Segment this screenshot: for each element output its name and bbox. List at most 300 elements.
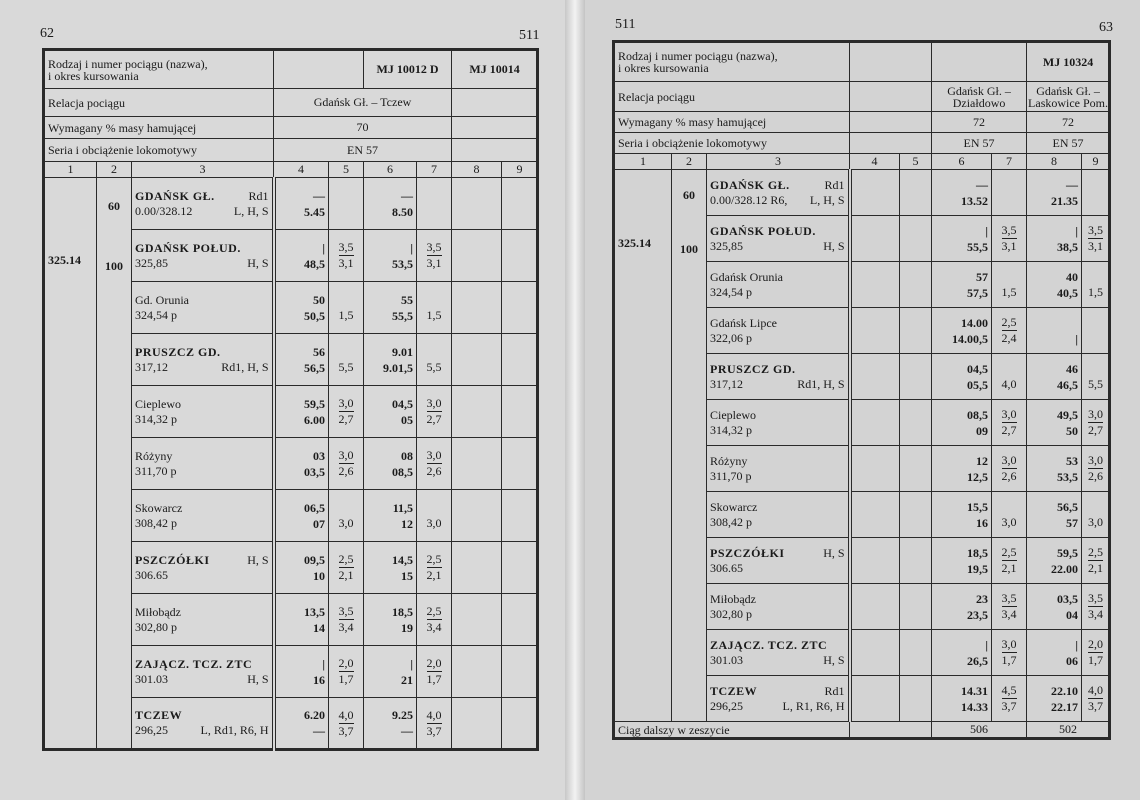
speed-limit: 60 [108,199,120,214]
line-km-cell [614,400,672,446]
station-km: 324,54 p [710,284,752,299]
time-cell [274,438,329,490]
runtime-cell [900,676,932,722]
station-line-2 [710,469,845,484]
time-cell [364,542,417,594]
time-arrival: 9.01 [392,344,414,359]
station-flags: L, Rd1, R6, H [200,723,269,737]
time-arrival: — [976,177,989,192]
time-departure: 12,5 [967,469,989,484]
speed-cell [672,676,707,722]
time-cell [364,594,417,646]
runtime-cell [502,542,538,594]
column-number: 8 [452,162,502,178]
runtime-nominal: 3,5 [1088,591,1104,605]
line-km-cell [614,262,672,308]
header-row-train [44,50,538,89]
station-km: 0.00/328.12 R6, [710,192,788,207]
station-row [614,630,1110,676]
runtime-actual: 3,4 [1088,607,1104,621]
runtime-top [1085,316,1106,331]
runtime-actual: 2,7 [426,412,442,426]
station-row [614,538,1110,584]
station-line-2 [135,516,269,531]
station-row [614,170,1110,216]
station-km: 302,80 p [135,619,177,634]
time-cell [850,170,900,216]
column-number: 4 [850,154,900,170]
time-arrival: 04,5 [967,361,989,376]
speed-limit: 100 [680,242,698,256]
speed-cell [672,354,707,400]
station-km: 314,32 p [135,411,177,426]
station-line-2 [710,515,845,530]
station-flags: H, S [247,552,269,567]
time-cell [932,538,992,584]
runtime-top [420,396,448,412]
line-km-cell [614,584,672,630]
time-cell [1027,446,1082,492]
runtime-cell [992,446,1027,492]
train-number: MJ 10014 [452,50,538,89]
time-arrival: 56 [313,344,326,359]
runtime-cell [502,698,538,750]
runtime-cell [900,262,932,308]
runtime-cell [417,178,452,230]
station-line-1 [710,178,845,193]
speed-cell [97,490,132,542]
runtime-cell [992,630,1027,676]
line-km-cell [614,308,672,354]
time-arrival: 11,5 [392,500,414,515]
runtime-nominal: 3,0 [426,396,442,410]
time-cell [932,308,992,354]
column-number: 2 [97,162,132,178]
line-km-cell [44,386,97,438]
time-departure: 12 [401,516,414,531]
runtime-top [1085,683,1106,699]
station-line-2 [135,204,269,219]
time-departure: 57,5 [967,285,989,300]
time-departure: 22.00 [1051,561,1079,576]
train-label: Rodzaj i numer pociągu (nazwa), [48,56,208,71]
speed-cell [97,282,132,334]
station-line-1 [710,224,845,239]
runtime-cell [992,216,1027,262]
runtime-actual: 3,7 [338,723,354,738]
time-arrival: 55 [401,292,414,307]
station-line-2 [135,360,269,375]
time-arrival: 23 [976,591,989,606]
time-arrival: 56,5 [1057,499,1079,514]
speed-cell [672,584,707,630]
station-line-1 [135,241,269,256]
station-name: Miłobądz [710,591,756,606]
runtime-top [420,345,448,360]
runtime-top [995,223,1023,239]
time-cell [452,178,502,230]
relation-value: Gdańsk Gł. – Tczew [274,89,452,117]
runtime-top [1085,407,1106,423]
time-departure: 53,5 [1057,469,1079,484]
column-number: 3 [707,154,850,170]
runtime-nominal: 2,0 [426,656,442,670]
runtime-cell [992,538,1027,584]
time-cell [932,170,992,216]
station-cell [707,216,850,262]
time-cell [452,386,502,438]
time-arrival: 9.25 [392,708,414,722]
station-name: Gdańsk Orunia [710,269,783,284]
brake-label: Wymagany % masy hamującej [614,112,850,133]
time-cell [932,584,992,630]
runtime-actual: 3,1 [1001,239,1017,253]
time-arrival: 53 [1066,453,1079,468]
line-km-cell [44,542,97,594]
header-row-brake [44,117,538,139]
loco-value: EN 57 [1027,133,1110,154]
time-cell [932,676,992,722]
runtime-cell [329,386,364,438]
time-arrival [1030,315,1078,331]
station-row [614,216,1110,262]
station-cell [132,386,274,438]
header-row-loco [614,133,1110,154]
runtime-cell [992,676,1027,722]
train-label-2: i okres kursowania [618,61,709,75]
column-number: 7 [992,154,1027,170]
line-km-cell [614,170,672,216]
loco-label: Seria i obciążenie lokomotywy [614,133,850,154]
time-departure: 10 [313,568,326,583]
time-departure: 14 [313,620,326,635]
station-km: 306.65 [135,567,168,582]
runtime-cell [900,584,932,630]
runtime-nominal: 4,0 [338,707,354,722]
station-km: 308,42 p [135,515,177,530]
speed-cell [97,334,132,386]
runtime-top [1085,453,1106,469]
station-name: Miłobądz [135,604,181,619]
runtime-actual [1085,331,1106,346]
runtime-top [420,189,448,204]
runtime-top [995,407,1023,423]
station-name: PRUSZCZ GD. [710,361,796,376]
time-departure: 48,5 [304,256,326,271]
column-number: 2 [672,154,707,170]
time-cell [364,282,417,334]
time-arrival: | [985,637,989,652]
station-km: 306.65 [710,560,743,575]
runtime-cell [1082,630,1110,676]
runtime-cell [329,646,364,698]
speed-cell [672,630,707,676]
runtime-actual: 5,5 [338,359,354,374]
runtime-nominal: 2,5 [1001,315,1017,329]
time-cell [932,630,992,676]
loco-label: Seria i obciążenie lokomotywy [44,139,274,162]
line-km-cell [614,538,672,584]
time-departure: 15 [401,568,414,583]
runtime-actual: 3,4 [338,620,354,634]
time-cell [364,178,417,230]
line-km-cell [44,178,97,230]
speed-limit: 60 [683,188,695,203]
relation-value [452,89,538,117]
station-line-2 [135,568,269,583]
time-cell [850,354,900,400]
runtime-top [995,453,1023,469]
brake-value [850,112,932,133]
column-number: 9 [1082,154,1110,170]
runtime-cell [992,492,1027,538]
line-km-cell [44,594,97,646]
time-arrival: 46 [1066,361,1079,376]
time-cell [932,262,992,308]
time-departure: 16 [976,515,989,530]
loco-value: EN 57 [274,139,452,162]
brake-value [452,117,538,139]
runtime-actual: 3,1 [1088,239,1104,253]
runtime-cell [502,438,538,490]
station-line-1 [135,605,269,620]
time-departure: 6.00 [304,412,326,427]
time-cell [850,492,900,538]
station-line-2 [135,308,269,323]
station-row [44,178,538,230]
time-arrival: — [1066,177,1079,192]
time-cell [274,698,329,750]
runtime-cell [900,354,932,400]
station-line-2 [710,561,845,576]
time-arrival: 08 [401,448,414,463]
runtime-cell [900,630,932,676]
time-cell [932,354,992,400]
runtime-cell [992,400,1027,446]
station-km: 324,54 p [135,307,177,322]
time-departure: 16 [313,672,326,687]
time-cell [452,698,502,750]
runtime-nominal: 3,0 [426,448,442,462]
runtime-cell [992,584,1027,630]
column-number: 6 [932,154,992,170]
runtime-actual: 3,4 [1001,607,1017,621]
time-departure: 04 [1066,607,1079,622]
time-cell [932,400,992,446]
relation-label: Relacja pociągu [44,89,274,117]
station-flags: H, S [823,238,845,253]
runtime-nominal: 2,5 [426,604,442,618]
station-line-2 [135,723,269,738]
line-km-cell [44,698,97,750]
station-flags: L, H, S [233,203,269,218]
runtime-top [420,604,448,620]
time-cell [364,230,417,282]
runtime-cell [900,170,932,216]
time-departure: | [1075,331,1079,346]
time-arrival: 59,5 [304,396,326,411]
line-km: 325.14 [48,253,81,267]
station-cell [707,492,850,538]
time-arrival: 12 [976,453,989,468]
runtime-top [332,293,360,308]
time-cell [850,584,900,630]
time-cell [850,538,900,584]
speed-cell [672,400,707,446]
runtime-top [332,656,360,672]
station-row [614,676,1110,722]
runtime-cell [502,282,538,334]
header-row-loco [44,139,538,162]
runtime-actual: 3,0 [426,515,442,530]
runtime-top [1085,270,1106,285]
station-km: 296,25 [710,698,743,713]
station-flags: Rd1 [824,177,845,192]
station-row [44,646,538,698]
time-cell [452,646,502,698]
station-line-2 [710,331,845,346]
runtime-top [1085,178,1106,193]
runtime-cell [1082,446,1110,492]
line-km: 325.14 [618,236,651,250]
runtime-actual [1085,193,1106,208]
station-name: Cieplewo [135,396,181,411]
line-km-cell [614,492,672,538]
station-line-1 [710,500,845,515]
station-name: Gd. Orunia [135,292,189,307]
station-km: 322,06 p [710,330,752,345]
station-line-2 [135,412,269,427]
runtime-cell [900,400,932,446]
station-flags: H, S [823,652,845,667]
time-departure: 5.45 [304,204,326,219]
time-departure: — [313,724,326,738]
station-cell [707,538,850,584]
runtime-cell [900,446,932,492]
runtime-nominal: 2,5 [1001,545,1017,559]
book-gutter [565,0,585,800]
runtime-cell [1082,492,1110,538]
station-line-1 [135,708,269,723]
station-name: Cieplewo [710,407,756,422]
runtime-actual [995,193,1023,208]
time-cell [1027,262,1082,308]
station-name: PSZCZÓŁKI [710,545,785,560]
time-arrival: 14.00 [961,315,989,330]
runtime-nominal: 3,5 [338,604,354,618]
speed-cell [672,538,707,584]
runtime-cell [900,216,932,262]
time-arrival: | [1075,637,1079,652]
time-cell [1027,308,1082,354]
line-km-cell [614,446,672,492]
time-arrival: 50 [313,292,326,307]
runtime-top [332,345,360,360]
station-line-2 [710,285,845,300]
runtime-nominal: 3,5 [426,240,442,254]
time-departure: 50,5 [304,308,326,323]
station-row [44,386,538,438]
station-flags: L, H, S [809,192,845,207]
time-departure: 55,5 [967,239,989,254]
time-cell [850,676,900,722]
runtime-actual: 3,0 [338,515,354,530]
station-row [614,262,1110,308]
runtime-cell [417,282,452,334]
time-cell [1027,676,1082,722]
runtime-cell [329,230,364,282]
time-departure: 40,5 [1057,285,1079,300]
station-name: GDAŃSK GŁ. [135,188,215,203]
time-cell [274,386,329,438]
runtime-actual: 2,6 [338,464,354,478]
runtime-cell [1082,676,1110,722]
runtime-top [332,240,360,256]
runtime-cell [329,178,364,230]
runtime-cell [1082,170,1110,216]
runtime-top [332,708,360,724]
time-cell [364,490,417,542]
train-number: MJ 10324 [1027,42,1110,82]
column-number: 5 [329,162,364,178]
runtime-cell [900,538,932,584]
runtime-cell [1082,538,1110,584]
runtime-cell [417,230,452,282]
time-arrival: 14,5 [392,552,414,567]
station-line-1 [710,408,845,423]
runtime-top [1085,362,1106,377]
time-arrival: | [322,240,326,255]
time-arrival: 04,5 [392,396,414,411]
runtime-nominal: 3,0 [338,396,354,410]
station-row [44,490,538,542]
station-km: 301.03 [710,652,743,667]
runtime-top [1085,545,1106,561]
time-arrival: 15,5 [967,499,989,514]
runtime-top [420,552,448,568]
time-arrival: | [322,656,326,671]
time-cell [850,400,900,446]
time-cell [274,542,329,594]
runtime-nominal: 4,0 [426,707,442,722]
time-arrival: | [1075,223,1079,238]
runtime-top [332,552,360,568]
station-name: TCZEW [135,708,183,722]
column-number: 7 [417,162,452,178]
time-cell [274,334,329,386]
runtime-actual: 2,1 [426,568,442,582]
time-departure: 05 [401,412,414,427]
timetable-right [612,40,1111,740]
brake-value: 72 [1027,112,1110,133]
station-cell [132,698,274,750]
station-line-1 [710,454,845,469]
runtime-actual: 2,7 [1088,423,1104,437]
table-number: 511 [519,28,540,43]
runtime-top [332,501,360,516]
runtime-nominal: 3,0 [1088,407,1104,421]
runtime-nominal: 3,5 [1001,223,1017,237]
time-departure: 13.52 [961,193,989,208]
time-departure: 9.01,5 [383,360,414,375]
speed-cell [97,438,132,490]
time-departure: 03,5 [304,464,326,479]
runtime-actual: 3,7 [426,723,442,738]
runtime-actual: 1,5 [1001,284,1017,299]
station-cell [132,334,274,386]
runtime-cell [502,334,538,386]
station-line-1 [135,189,269,204]
